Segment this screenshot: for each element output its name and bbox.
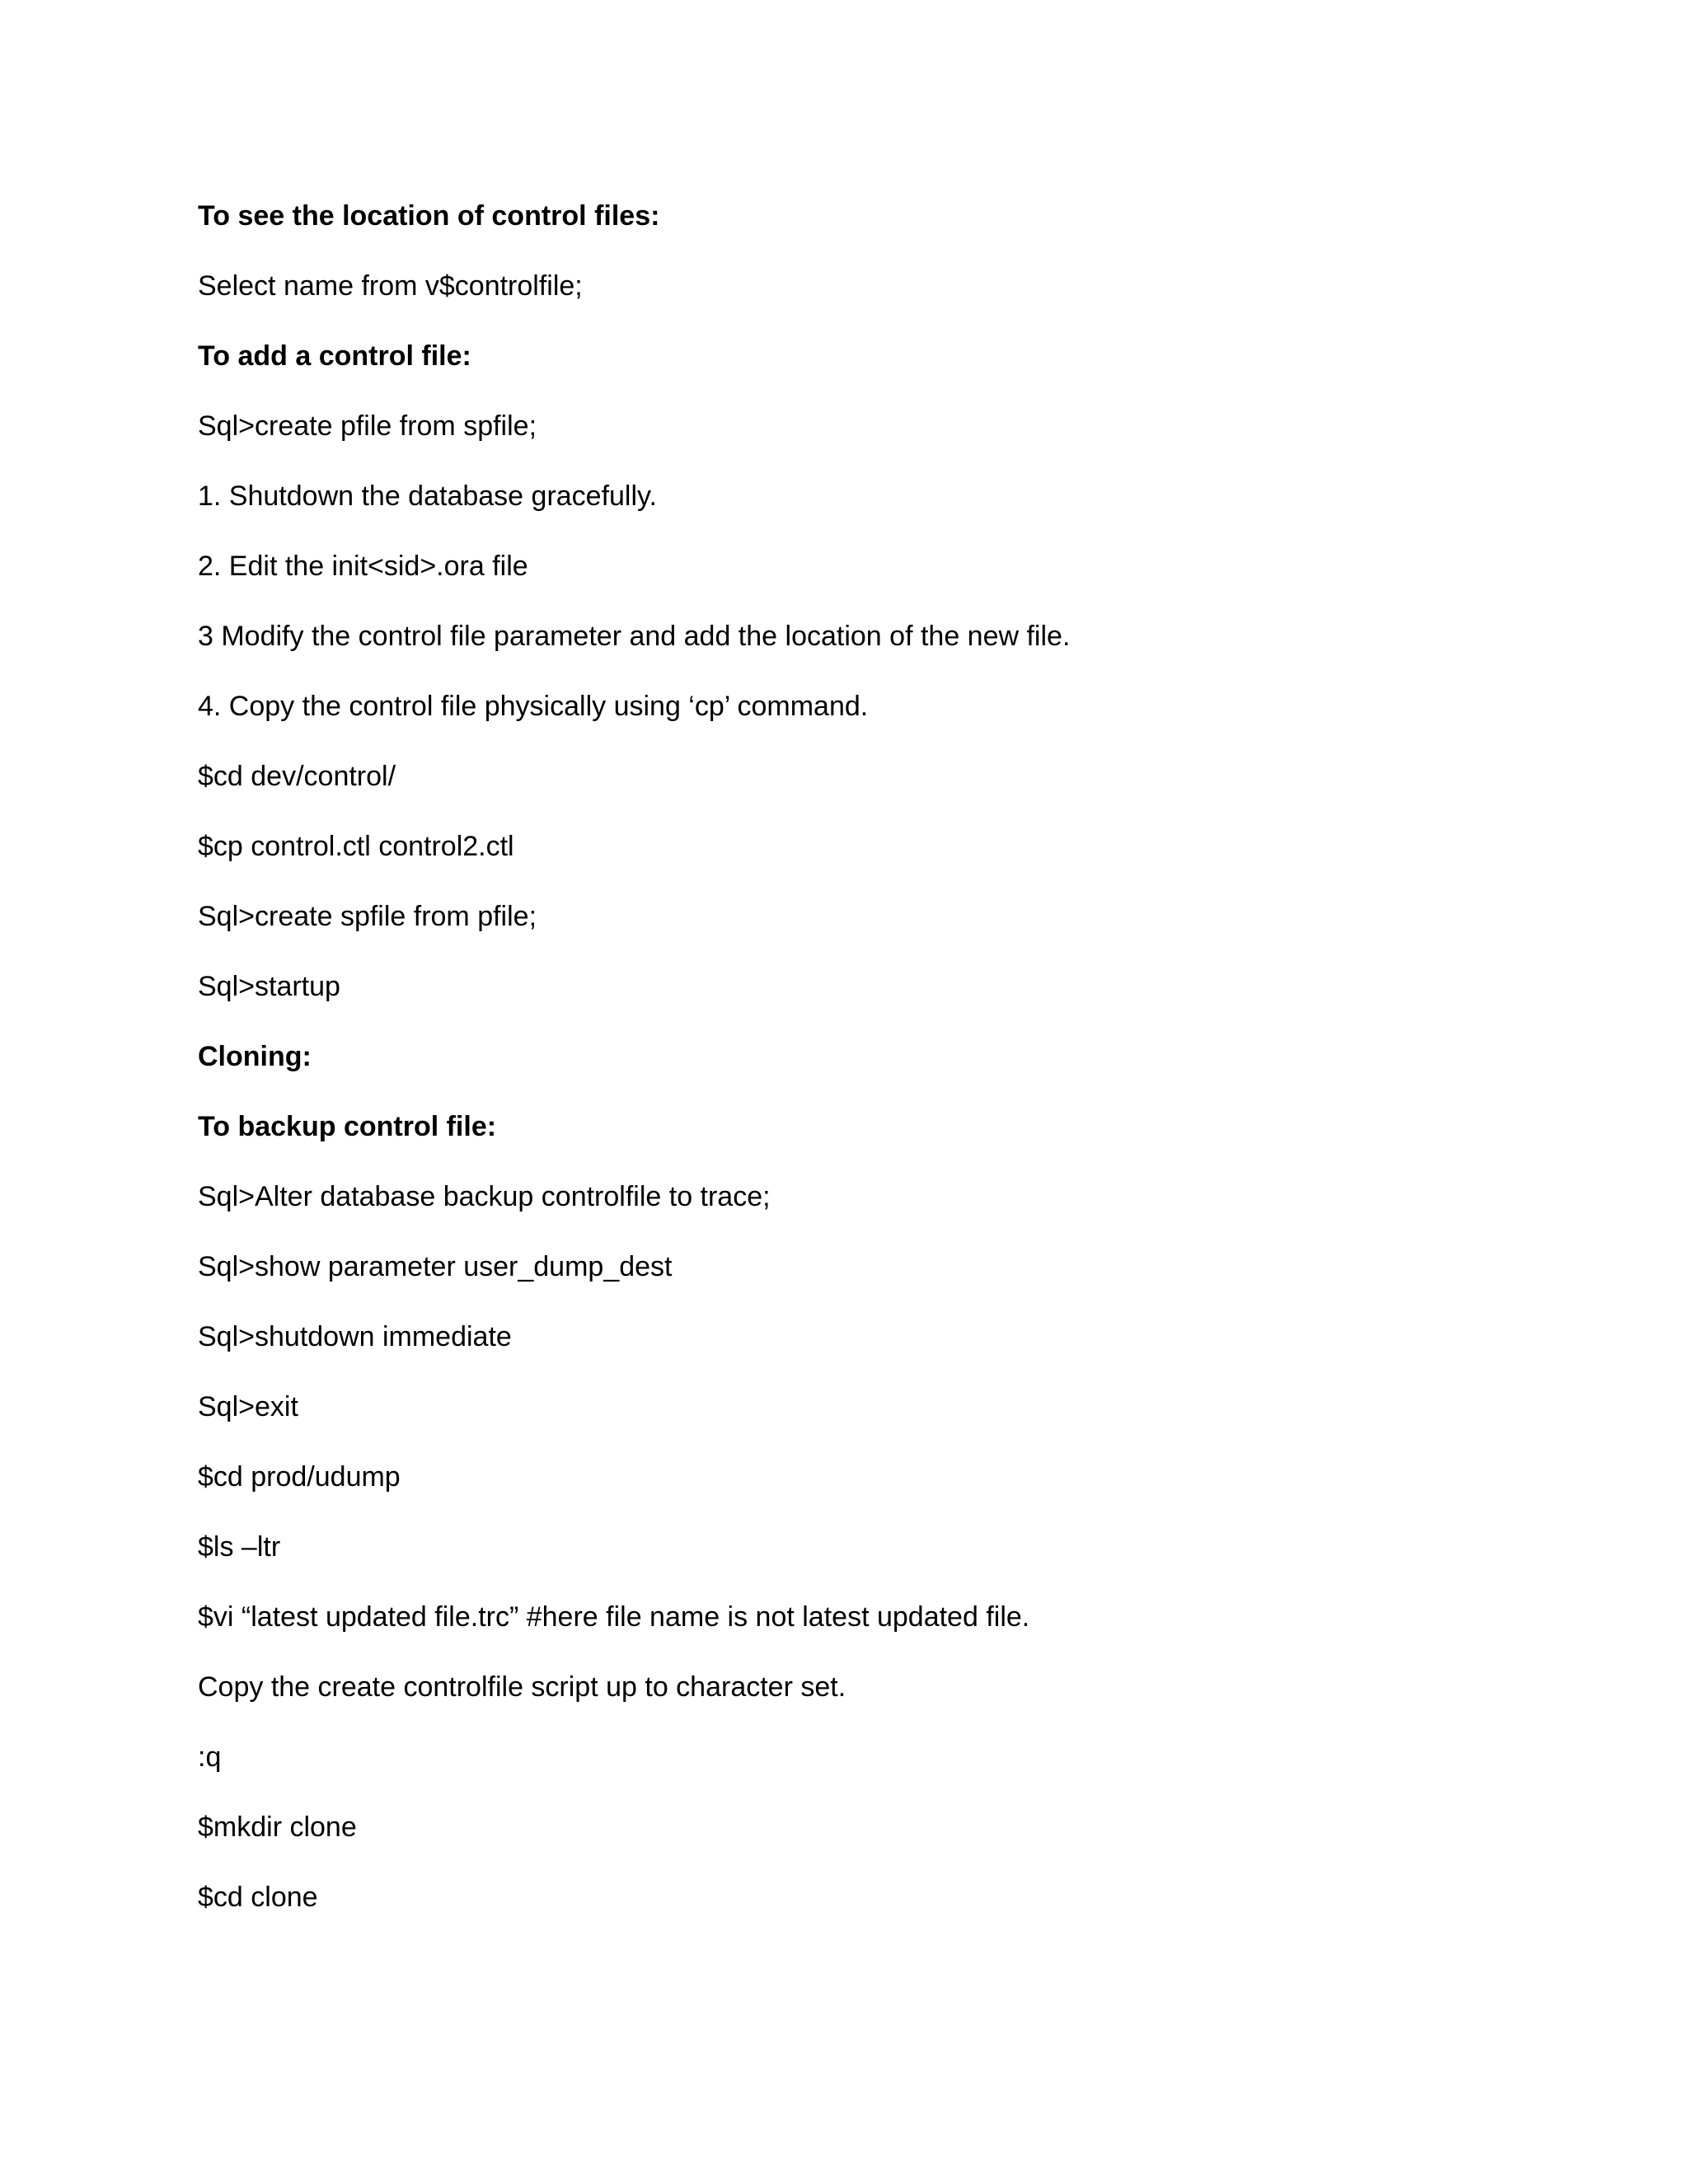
text-line: Sql>show parameter user_dump_dest [198, 1251, 673, 1282]
text-line: Sql>startup [198, 971, 340, 1002]
text-line: :q [198, 1741, 222, 1773]
text-line: Select name from v$controlfile; [198, 270, 583, 302]
text-line: $cd prod/udump [198, 1461, 401, 1493]
text-line: Sql>exit [198, 1391, 298, 1422]
heading-control-file-location: To see the location of control files: [198, 200, 660, 232]
text-line: Copy the create controlfile script up to character set. [198, 1671, 846, 1703]
heading-add-control-file: To add a control file: [198, 340, 471, 372]
text-line: 3 Modify the control file parameter and add the location of the new file. [198, 621, 1071, 652]
text-line: Sql>shutdown immediate [198, 1321, 512, 1352]
text-line: 1. Shutdown the database gracefully. [198, 480, 657, 512]
text-line: 4. Copy the control file physically using ‘cp’ command. [198, 691, 869, 722]
text-line: $cp control.ctl control2.ctl [198, 831, 514, 862]
text-line: Sql>Alter database backup controlfile to trace; [198, 1181, 771, 1212]
text-line: $vi “latest updated file.trc” #here file name is not latest updated file. [198, 1601, 1030, 1633]
text-line: $ls –ltr [198, 1531, 281, 1563]
text-line: Sql>create pfile from spfile; [198, 410, 537, 442]
text-line: 2. Edit the init<sid>.ora file [198, 551, 528, 582]
text-line: Sql>create spfile from pfile; [198, 901, 537, 932]
text-line: $cd dev/control/ [198, 761, 396, 792]
heading-cloning: Cloning: [198, 1041, 312, 1072]
heading-backup-control-file: To backup control file: [198, 1111, 497, 1142]
text-line: $cd clone [198, 1882, 318, 1913]
text-line: $mkdir clone [198, 1811, 357, 1843]
document-body [198, 199, 1517, 1951]
